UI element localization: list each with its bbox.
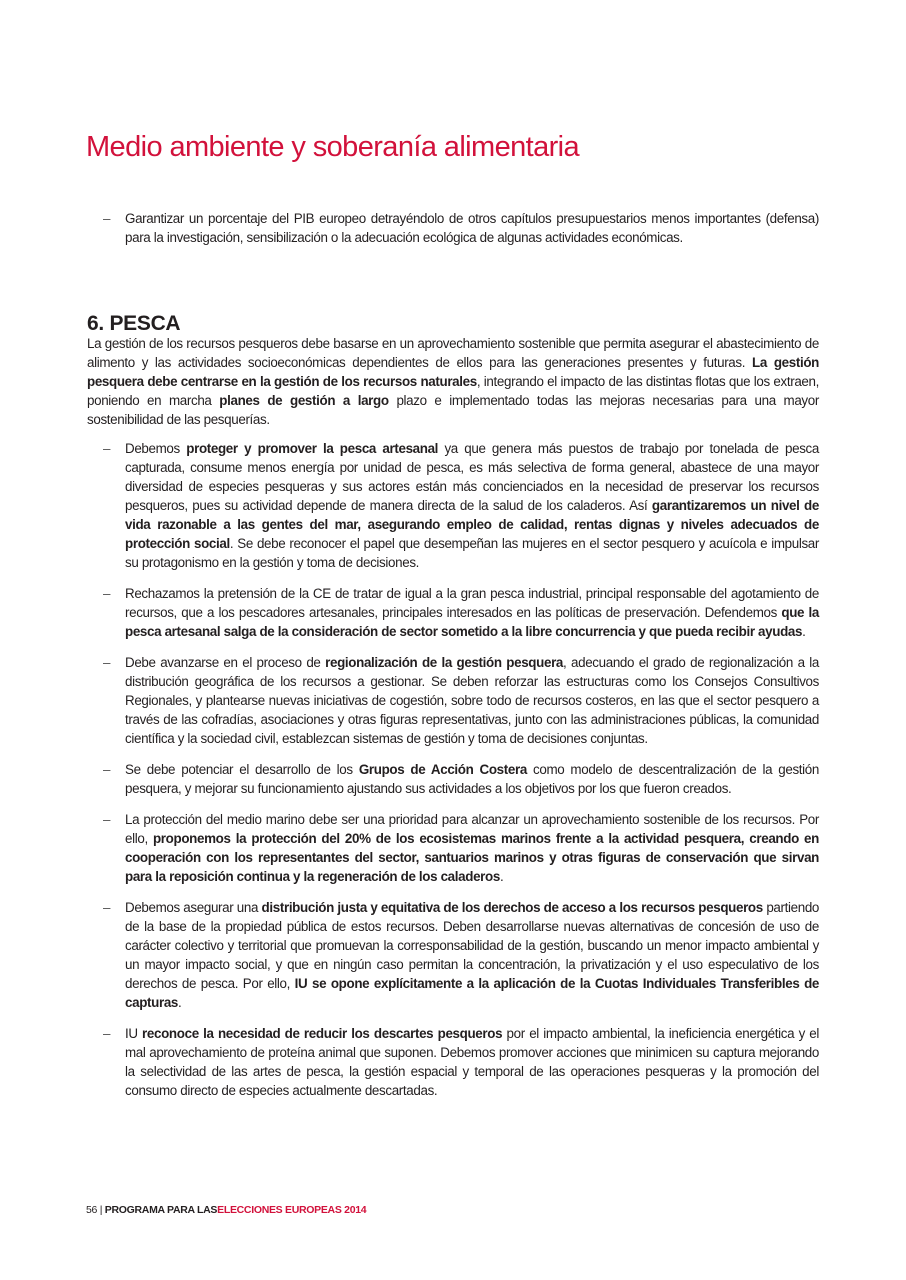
text: Debe avanzarse en el proceso de	[125, 655, 326, 670]
text: .	[499, 869, 504, 884]
bold-text: reconoce la necesidad de reducir los descartes pesqueros	[142, 1026, 503, 1041]
bold-text: que la pesca artesanal salga de la consideración de sector sometido a la libre concurrencia y que pueda recibir ayudas	[125, 605, 819, 639]
dash-bullet: –	[103, 762, 111, 777]
intro-bullet-list	[87, 209, 819, 247]
text: , integrando el impacto de las distintas flotas que los extraen, poniendo en marcha	[87, 374, 820, 408]
list-item	[87, 760, 819, 798]
text: por el impacto ambiental, la ineficiencia energética y el mal aprovechamiento de proteína animal que suponen. Debemos promover acciones que minimicen su captura mejorando la selectividad de las artes de pesca, la gestión espacial y temporal de las operaciones pesqueras y la promoción del consumo directo de especies actualmente descartadas.	[125, 1026, 819, 1098]
list-item	[87, 898, 819, 1012]
dash-bullet: –	[103, 812, 111, 827]
text: Debemos	[125, 441, 187, 456]
text: .	[178, 995, 182, 1010]
bullet-list	[87, 439, 819, 1100]
list-item	[87, 1024, 819, 1100]
dash-bullet: –	[103, 1026, 111, 1041]
dash-bullet: –	[103, 211, 111, 226]
page-title: Medio ambiente y soberanía alimentaria	[86, 131, 580, 164]
dash-bullet: –	[103, 655, 111, 670]
footer-separator: |	[99, 1204, 103, 1216]
bold-text: regionalización de la gestión pesquera	[325, 655, 564, 670]
intro-paragraph	[87, 334, 819, 429]
footer-election: ELECCIONES EUROPEAS 2014	[217, 1204, 367, 1216]
dash-bullet: –	[103, 586, 111, 601]
bold-text: distribución justa y equitativa de los derechos de acceso a los recursos pesqueros	[261, 900, 763, 915]
text: ya que genera más puestos de trabajo por tonelada de pesca capturada, consume menos energía por unidad de pesca, es más selectiva de forma general, abastece de una mayor diversidad de especies pesqueras y sus actores están más concienciados en la necesidad de preservar los recursos pesqueros, pues su actividad depende de manera directa de la salud de los caladeros. Así	[125, 441, 819, 513]
list-item	[87, 209, 819, 247]
list-item	[87, 439, 819, 572]
footer-program: PROGRAMA PARA LAS	[104, 1204, 218, 1216]
page-footer	[86, 1204, 366, 1216]
bold-text: proteger y promover la pesca artesanal	[186, 441, 439, 456]
text: La gestión de los recursos pesqueros debe basarse en un aprovechamiento sostenible que permita asegurar el abastecimiento de alimento y las actividades socioeconómicas dependientes de ellos para las generaciones presentes y futuras.	[87, 336, 819, 370]
text: , adecuando el grado de regionalización a la distribución geográfica de los recursos a gestionar. Se deben reforzar las estructuras como los Consejos Consultivos Regionales, y plantearse nuevas iniciativas de cogestión, sobre todo de recursos costeros, en las que el sector pesquero a través de las cofradías, asociaciones y otras figuras representativas, junto con las administraciones públicas, la comunidad científica y la sociedad civil, establezcan sistemas de gestión y toma de decisiones conjuntas.	[125, 655, 819, 746]
list-item	[87, 584, 819, 641]
text: como modelo de descentralización de la gestión pesquera, y mejorar su funcionamiento ajustando sus actividades a los objetivos por los que fueron creados.	[125, 762, 819, 796]
bold-text: La gestión pesquera debe centrarse en la gestión de los recursos naturales	[87, 355, 819, 389]
text: Rechazamos la pretensión de la CE de tratar de igual a la gran pesca industrial, principal responsable del agotamiento de recursos, que a los pescadores artesanales, principales interesados en las políticas de preservación. Defendemos	[125, 586, 819, 620]
text: . Se debe reconocer el papel que desempeñan las mujeres en el sector pesquero y acuícola e impulsar su protagonismo en la gestión y toma de decisiones.	[125, 536, 819, 570]
text: plazo e implementado todas las mejoras necesarias para una mayor sostenibilidad de las pesquerías.	[87, 393, 819, 427]
bold-text: Grupos de Acción Costera	[358, 762, 527, 777]
text: .	[802, 624, 806, 639]
page-number: 56	[86, 1204, 98, 1216]
bold-text: IU se opone explícitamente a la aplicación de la Cuotas Individuales Transferibles de capturas	[125, 976, 819, 1010]
text: Se debe potenciar el desarrollo de los	[125, 762, 359, 777]
bold-text: proponemos la protección del 20% de los ecosistemas marinos frente a la actividad pesquera, creando en cooperación con los representantes del sector, santuarios marinos y otras figuras de conservación que sirvan para la reposición continua y la regeneración de los caladeros	[125, 831, 819, 884]
dash-bullet: –	[103, 441, 111, 456]
text: Debemos asegurar una	[125, 900, 262, 915]
text: partiendo de la base de la propiedad pública de estos recursos. Deben desarrollarse nuevas alternativas de concesión de uso de carácter colectivo y territorial que promuevan la corresponsabilidad de la gestión, buscando un menor impacto ambiental y un mayor impacto social, y que en ningún caso permitan la concentración, la privatización y el uso especulativo de los derechos de pesca. Por ello,	[125, 900, 820, 991]
list-item	[87, 653, 819, 748]
bold-text: planes de gestión a largo	[219, 393, 389, 408]
list-item	[87, 810, 819, 886]
bold-text: garantizaremos un nivel de vida razonable a las gentes del mar, asegurando empleo de calidad, rentas dignas y niveles adecuados de protección social	[125, 498, 819, 551]
intro-list	[87, 209, 819, 247]
text: Garantizar un porcentaje del PIB europeo detrayéndolo de otros capítulos presupuestarios menos importantes (defensa) para la investigación, sensibilización o la adecuación ecológica de algunas actividades económicas.	[125, 211, 819, 245]
text: IU	[125, 1026, 143, 1041]
text: La protección del medio marino debe ser una prioridad para alcanzar un aprovechamiento sostenible de los recursos. Por ello,	[125, 812, 819, 846]
dash-bullet: –	[103, 900, 111, 915]
section-body	[87, 334, 819, 1100]
section-heading: 6. PESCA	[87, 312, 181, 336]
